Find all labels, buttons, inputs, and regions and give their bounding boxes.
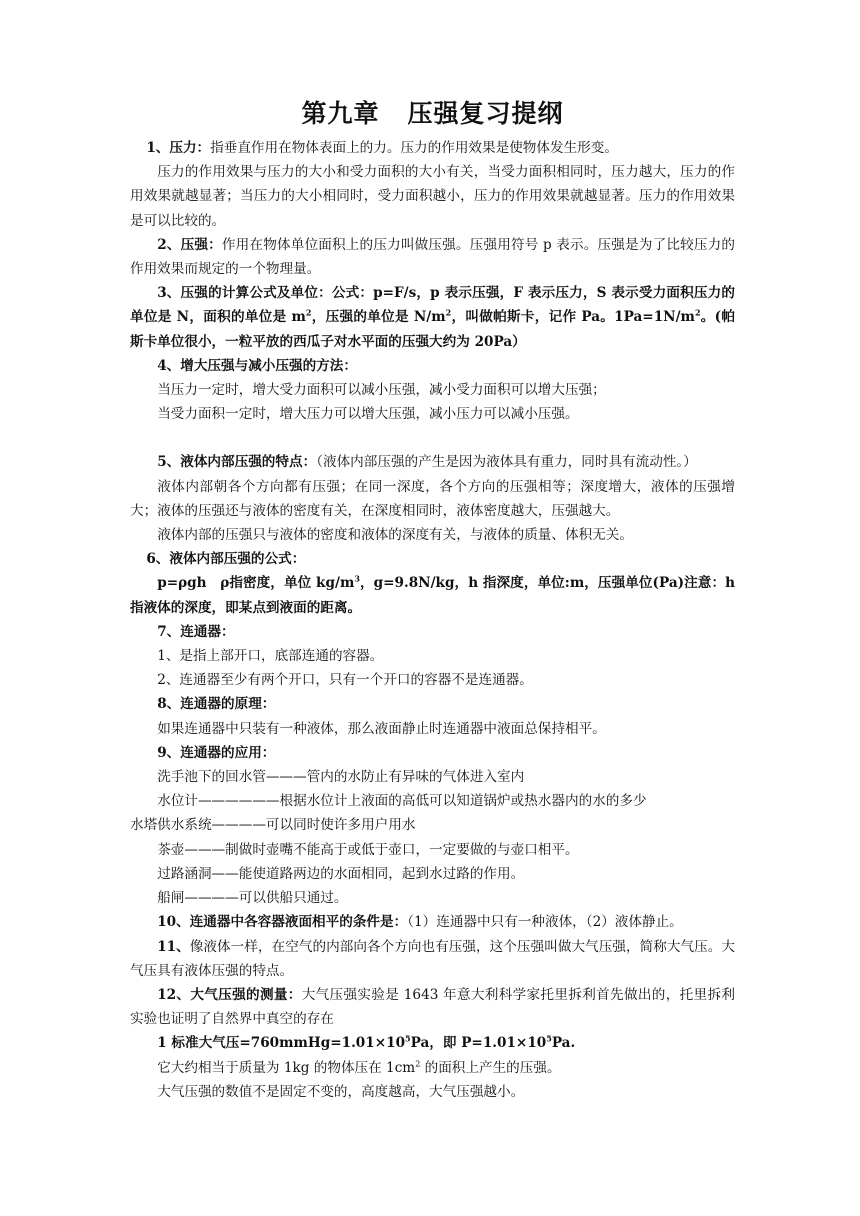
paragraph-9: 液体内部朝各个方向都有压强；在同一深度，各个方向的压强相等；深度增大，液体的压强增大；液体的压强还与液体的密度有关，在深度相同时，液体密度越大，压强越大。 xyxy=(130,478,735,519)
paragraph-text: 的面积上产生的压强。 xyxy=(420,1059,561,1076)
paragraph-7: 当受力面积一定时，增大压力可以增大压强，减小压力可以减小压强。 xyxy=(157,406,579,423)
paragraph-4 xyxy=(130,281,735,354)
paragraph-29 xyxy=(130,1056,735,1080)
paragraph-30: 大气压强的数值不是固定不变的，高度越高，大气压强越小。 xyxy=(157,1083,525,1100)
formula-text: 1 标准大气压=760mmHg=1.01×10 xyxy=(157,1035,406,1052)
paragraph-25 xyxy=(130,910,735,934)
paragraph-26 xyxy=(130,935,735,983)
section-label: 3、压强的计算公式及单位： xyxy=(157,285,332,302)
formula-text: ，g=9.8N/kg，h 指深度，单位:m，压强单位(Pa)注意：h 指液体的深度，即某点到液面的距离。 xyxy=(130,575,735,616)
paragraph-11: 6、液体内部压强的公式： xyxy=(146,551,306,568)
spacer xyxy=(130,426,735,450)
superscript: 2 xyxy=(445,307,452,318)
paragraph-16: 8、连通器的原理： xyxy=(157,696,276,713)
title-text: 压强复习提纲 xyxy=(407,99,564,128)
section-label: 2、压强： xyxy=(157,236,222,253)
paragraph-18: 9、连通器的应用： xyxy=(157,744,276,761)
document-page xyxy=(130,94,735,1104)
formula-text: p=ρgh ρ指密度，单位 kg/m xyxy=(157,575,355,592)
formula-text: 公式：p=F/s，p 表示压强，F 表示压力，S 表示受力面积压力的单位是 N，面积的单位是 m xyxy=(130,285,735,326)
page-title xyxy=(130,94,735,130)
paragraph-17: 如果连通器中只装有一种液体，那么液面静止时连通器中液面总保持相平。 xyxy=(157,720,606,737)
superscript: 5 xyxy=(546,1033,552,1044)
superscript: 2 xyxy=(305,307,312,318)
superscript: 2 xyxy=(415,1058,421,1068)
paragraph-20: 水位计——————根据水位计上液面的高低可以知道锅炉或热水器内的水的多少 xyxy=(157,793,647,810)
section-label: 11、 xyxy=(157,938,190,955)
paragraph-28 xyxy=(130,1031,735,1055)
formula-text: ，叫做帕斯卡，记作 Pa。1Pa=1N/m xyxy=(451,309,695,326)
paragraph-12 xyxy=(130,571,735,619)
section-label: 12、大气压强的测量： xyxy=(157,986,302,1003)
chapter-label: 第九章 xyxy=(301,99,380,128)
paragraph-15: 2、连通器至少有两个开口，只有一个开口的容器不是连通器。 xyxy=(157,672,533,689)
section-label: 5、液体内部压强的特点： xyxy=(157,454,317,471)
paragraph-text: 大气压强实验是 1643 年意大利科学家托里拆利首先做出的，托里拆利实验也证明了自然界中真空的存在 xyxy=(130,986,735,1028)
superscript: 3 xyxy=(354,573,360,584)
paragraph-text: 它大约相当于质量为 1kg 的物体压在 1cm xyxy=(157,1059,416,1076)
paragraph-text: 像液体一样，在空气的内部向各个方向也有压强，这个压强叫做大气压强，简称大气压。大气压具有液体压强的特点。 xyxy=(130,938,735,979)
paragraph-8 xyxy=(130,450,735,474)
formula-text: 。(帕斯卡单位很小，一粒平放的西瓜子对水平面的压强大约为 20Pa） xyxy=(130,309,735,350)
paragraph-19: 洗手池下的回水管———管内的水防止有异味的气体进入室内 xyxy=(157,769,525,786)
formula-text: Pa，即 P=1.01×10 xyxy=(410,1035,547,1052)
section-label: 1、压力： xyxy=(146,140,211,156)
section-label: 10、连通器中各容器液面相平的条件是： xyxy=(157,914,408,931)
paragraph-text: （1）连通器中只有一种液体，（2）液体静止。 xyxy=(407,914,683,931)
paragraph-3 xyxy=(130,233,735,281)
paragraph-text: （液体内部压强的产生是因为液体具有重力，同时具有流动性。） xyxy=(316,454,697,471)
paragraph-10: 液体内部的压强只与液体的密度和液体的深度有关，与液体的质量、体积无关。 xyxy=(157,527,633,544)
paragraph-27 xyxy=(130,983,735,1031)
formula-text: ，压强的单位是 N/m xyxy=(311,309,446,326)
paragraph-text: 作用在物体单位面积上的压力叫做压强。压强用符号 p 表示。压强是为了比较压力的作用效果而规定的一个物理量。 xyxy=(130,236,735,278)
paragraph-23: 过路涵洞——能使道路两边的水面相同，起到水过路的作用。 xyxy=(157,865,525,882)
paragraph-1 xyxy=(130,136,735,160)
superscript: 5 xyxy=(405,1033,411,1044)
paragraph-5: 4、增大压强与减小压强的方法： xyxy=(157,357,357,374)
paragraph-6: 当压力一定时，增大受力面积可以减小压强，减小受力面积可以增大压强； xyxy=(157,382,606,399)
superscript: 2 xyxy=(694,307,701,318)
paragraph-24: 船闸————可以供船只通过。 xyxy=(157,890,348,907)
paragraph-2: 压力的作用效果与压力的大小和受力面积的大小有关，当受力面积相同时，压力越大，压力的作用效果就越显著；当压力的大小相同时，受力面积越小，压力的作用效果就越显著。压力的作用效果是可以比较的。 xyxy=(130,164,735,229)
paragraph-14: 1、是指上部开口，底部连通的容器。 xyxy=(157,648,384,665)
formula-text: Pa. xyxy=(551,1035,576,1052)
paragraph-13: 7、连通器： xyxy=(157,623,235,640)
paragraph-21: 水塔供水系统————可以同时使许多用户用水 xyxy=(130,817,416,834)
paragraph-text: 指垂直作用在物体表面上的力。压力的作用效果是使物体发生形变。 xyxy=(210,140,618,156)
paragraph-22: 茶壶———制做时壶嘴不能高于或低于壶口，一定要做的与壶口相平。 xyxy=(157,841,579,858)
